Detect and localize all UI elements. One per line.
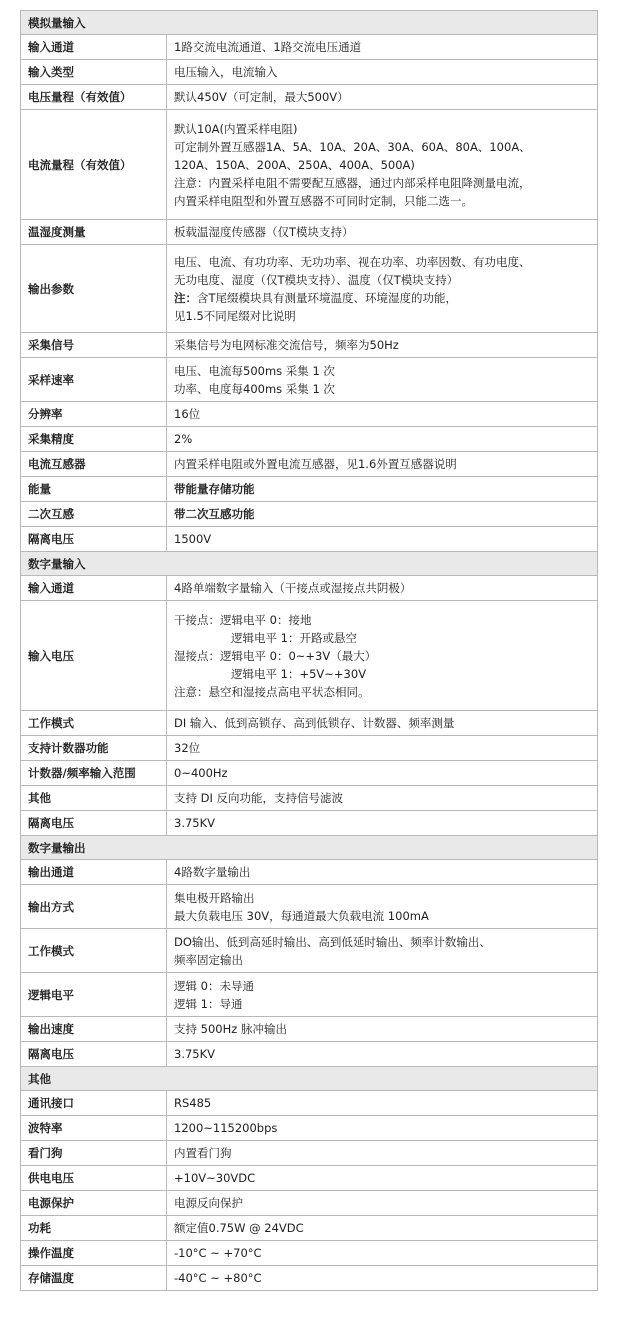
section-title: 其他 — [21, 1067, 598, 1091]
row-value: 4路数字量输出 — [167, 860, 598, 885]
table-row — [21, 1191, 598, 1216]
row-value: 电压输入，电流输入 — [167, 60, 598, 85]
table-row — [21, 761, 598, 786]
row-value — [167, 885, 598, 929]
row-label: 波特率 — [21, 1116, 167, 1141]
table-row — [21, 427, 598, 452]
value-line: 电压、电流、有功功率、无功功率、视在功率、功率因数、有功电度、 — [174, 254, 531, 269]
section-header — [21, 836, 598, 860]
section-header — [21, 552, 598, 576]
row-label: 输出通道 — [21, 860, 167, 885]
row-label: 供电电压 — [21, 1166, 167, 1191]
row-label: 隔离电压 — [21, 811, 167, 836]
row-value: 0~400Hz — [167, 761, 598, 786]
row-value: 采集信号为电网标准交流信号，频率为50Hz — [167, 333, 598, 358]
wet-contact-label: 湿接点： — [174, 648, 220, 663]
row-label: 温湿度测量 — [21, 220, 167, 245]
row-label: 工作模式 — [21, 929, 167, 973]
section-header — [21, 11, 598, 35]
row-value: 带二次互感功能 — [167, 502, 598, 527]
dry-logic-0: 逻辑电平 0：接地 — [220, 612, 312, 627]
table-row — [21, 885, 598, 929]
value-line: 电压、电流每500ms 采集 1 次 — [174, 363, 335, 378]
table-row — [21, 110, 598, 220]
row-value: 板载温湿度传感器（仅T模块支持） — [167, 220, 598, 245]
table-row — [21, 1166, 598, 1191]
row-label: 输出方式 — [21, 885, 167, 929]
table-row — [21, 1266, 598, 1291]
row-value: 1500V — [167, 527, 598, 552]
row-value: 带能量存储功能 — [167, 477, 598, 502]
row-value: 内置看门狗 — [167, 1141, 598, 1166]
row-value: 3.75KV — [167, 811, 598, 836]
table-row — [21, 811, 598, 836]
spec-table — [20, 10, 598, 1291]
row-label: 电压量程（有效值） — [21, 85, 167, 110]
row-value: 3.75KV — [167, 1042, 598, 1067]
row-label: 操作温度 — [21, 1241, 167, 1266]
value-line: 集电极开路输出 — [174, 890, 255, 905]
row-value: 默认450V（可定制，最大500V） — [167, 85, 598, 110]
row-value: -40°C ~ +80°C — [167, 1266, 598, 1291]
row-label: 看门狗 — [21, 1141, 167, 1166]
table-row — [21, 973, 598, 1017]
table-row — [21, 576, 598, 601]
note-line — [174, 289, 590, 307]
table-row — [21, 1141, 598, 1166]
row-label: 隔离电压 — [21, 1042, 167, 1067]
table-row — [21, 1241, 598, 1266]
row-label: 输出参数 — [21, 245, 167, 333]
table-row — [21, 1216, 598, 1241]
table-row — [21, 601, 598, 711]
table-row — [21, 35, 598, 60]
table-row — [21, 711, 598, 736]
row-label: 分辨率 — [21, 402, 167, 427]
section-title: 模拟量输入 — [21, 11, 598, 35]
value-line — [174, 647, 590, 665]
row-value: 32位 — [167, 736, 598, 761]
table-row — [21, 1017, 598, 1042]
table-row — [21, 85, 598, 110]
wet-logic-1: 逻辑电平 1：+5V~+30V — [231, 666, 367, 681]
table-row — [21, 786, 598, 811]
note-prefix: 注： — [174, 290, 197, 305]
table-row — [21, 929, 598, 973]
table-row — [21, 220, 598, 245]
row-value — [167, 601, 598, 711]
row-label: 输入电压 — [21, 601, 167, 711]
row-value: 1200~115200bps — [167, 1116, 598, 1141]
row-label: 能量 — [21, 477, 167, 502]
value-line: DO输出、低到高延时输出、高到低延时输出、频率计数输出、 — [174, 934, 491, 949]
row-value: 4路单端数字量输入（干接点或湿接点共阴极） — [167, 576, 598, 601]
value-line: 频率固定输出 — [174, 952, 243, 967]
value-line: 可定制外置互感器1A、5A、10A、20A、30A、60A、80A、100A、 — [174, 139, 531, 154]
row-label: 输入通道 — [21, 35, 167, 60]
value-line: 120A、150A、200A、250A、400A、500A) — [174, 157, 415, 172]
note-line: 注意：悬空和湿接点高电平状态相同。 — [174, 684, 370, 699]
row-label: 隔离电压 — [21, 527, 167, 552]
value-line: 逻辑 1：导通 — [174, 996, 243, 1011]
row-label: 输出速度 — [21, 1017, 167, 1042]
row-label: 通讯接口 — [21, 1091, 167, 1116]
row-value: 2% — [167, 427, 598, 452]
note-text: 含T尾缀模块具有测量环境温度、环境湿度的功能， — [197, 290, 458, 305]
row-value: 支持 500Hz 脉冲输出 — [167, 1017, 598, 1042]
wet-logic-0: 逻辑电平 0：0~+3V（最大） — [220, 648, 377, 663]
row-label: 电源保护 — [21, 1191, 167, 1216]
row-label: 二次互感 — [21, 502, 167, 527]
row-label: 采集精度 — [21, 427, 167, 452]
row-value: 16位 — [167, 402, 598, 427]
value-line: 无功电度、湿度（仅T模块支持）、温度（仅T模块支持） — [174, 272, 459, 287]
row-value — [167, 245, 598, 333]
value-line: 内置采样电阻型和外置互感器不可同时定制，只能二选一。 — [174, 193, 473, 208]
row-label: 其他 — [21, 786, 167, 811]
row-label: 电流量程（有效值） — [21, 110, 167, 220]
table-row — [21, 245, 598, 333]
row-label: 存储温度 — [21, 1266, 167, 1291]
section-title: 数字量输出 — [21, 836, 598, 860]
value-line: 最大负载电压 30V，每通道最大负载电流 100mA — [174, 908, 429, 923]
row-label: 工作模式 — [21, 711, 167, 736]
table-row — [21, 333, 598, 358]
row-value: 电源反向保护 — [167, 1191, 598, 1216]
row-label: 输入通道 — [21, 576, 167, 601]
row-label: 支持计数器功能 — [21, 736, 167, 761]
row-value: 额定值0.75W @ 24VDC — [167, 1216, 598, 1241]
value-line — [174, 611, 590, 629]
row-label: 采样速率 — [21, 358, 167, 402]
row-label: 计数器/频率输入范围 — [21, 761, 167, 786]
section-header — [21, 1067, 598, 1091]
row-value — [167, 110, 598, 220]
table-row — [21, 452, 598, 477]
table-row — [21, 1116, 598, 1141]
row-value — [167, 929, 598, 973]
table-row — [21, 502, 598, 527]
row-value: DI 输入、低到高锁存、高到低锁存、计数器、频率测量 — [167, 711, 598, 736]
row-value — [167, 358, 598, 402]
table-row — [21, 60, 598, 85]
row-label: 输入类型 — [21, 60, 167, 85]
table-row — [21, 402, 598, 427]
table-row — [21, 358, 598, 402]
row-value: RS485 — [167, 1091, 598, 1116]
row-value: 1路交流电流通道、1路交流电压通道 — [167, 35, 598, 60]
row-value: +10V~30VDC — [167, 1166, 598, 1191]
value-line: 见1.5不同尾缀对比说明 — [174, 308, 296, 323]
section-title: 数字量输入 — [21, 552, 598, 576]
dry-logic-1: 逻辑电平 1：开路或悬空 — [231, 630, 357, 645]
table-row — [21, 477, 598, 502]
table-row — [21, 860, 598, 885]
value-line: 逻辑 0：未导通 — [174, 978, 254, 993]
table-row — [21, 1091, 598, 1116]
row-label: 逻辑电平 — [21, 973, 167, 1017]
table-row — [21, 1042, 598, 1067]
row-value: 内置采样电阻或外置电流互感器，见1.6外置互感器说明 — [167, 452, 598, 477]
value-line: 功率、电度每400ms 采集 1 次 — [174, 381, 335, 396]
row-label: 电流互感器 — [21, 452, 167, 477]
value-line: 默认10A(内置采样电阻) — [174, 121, 298, 136]
row-label: 功耗 — [21, 1216, 167, 1241]
table-row — [21, 736, 598, 761]
table-row — [21, 527, 598, 552]
value-line: 注意：内置采样电阻不需要配互感器，通过内部采样电阻降测量电流， — [174, 175, 531, 190]
row-value: -10°C ~ +70°C — [167, 1241, 598, 1266]
row-value: 支持 DI 反向功能，支持信号滤波 — [167, 786, 598, 811]
row-value — [167, 973, 598, 1017]
row-label: 采集信号 — [21, 333, 167, 358]
dry-contact-label: 干接点： — [174, 612, 220, 627]
